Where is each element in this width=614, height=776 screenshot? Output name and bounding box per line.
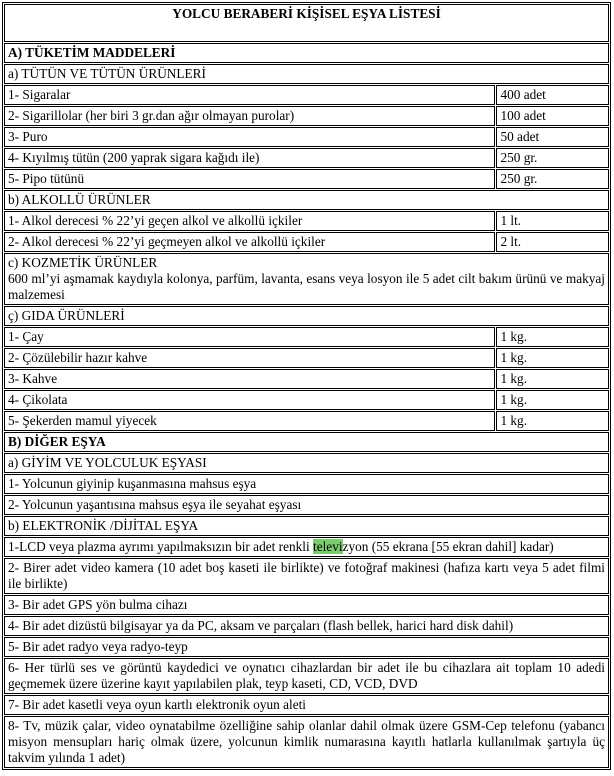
subsection-tobacco-heading: a) TÜTÜN VE TÜTÜN ÜRÜNLERİ [4,64,609,84]
subsection-cosmetics-heading: c) KOZMETİK ÜRÜNLER [8,255,158,270]
item-limit: 250 gr. [496,169,609,189]
item-label: 2- Sigarillolar (her biri 3 gr.dan ağır olmayan purolar) [4,106,495,126]
table-row [4,148,609,168]
table-row [4,616,609,636]
item-label: 1- Yolcunun giyinip kuşanmasına mahsus eşya [4,474,609,494]
personal-items-table [2,2,611,770]
table-row [4,348,609,368]
item-limit: 400 adet [496,85,609,105]
item-limit: 250 gr. [496,148,609,168]
item-label: 5- Bir adet radyo veya radyo-teyp [4,637,609,657]
table-row [4,695,609,715]
item-limit: 1 kg. [496,327,609,347]
table-row [4,127,609,147]
item-label: 5- Şekerden mamul yiyecek [4,411,495,431]
table-row [4,369,609,389]
search-highlight: televi [313,539,343,554]
table-row [4,390,609,410]
item-label: 3- Kahve [4,369,495,389]
table-row [4,169,609,189]
table-row [4,85,609,105]
item-limit: 1 kg. [496,390,609,410]
item-label: 2- Çözülebilir hazır kahve [4,348,495,368]
section-a-row [4,43,609,63]
item-label: 4- Bir adet dizüstü bilgisayar ya da PC, aksam ve parçaları (flash bellek, harici hard disk dahil) [4,616,609,636]
item-label: 2- Yolcunun yaşantısına mahsus eşya ile seyahat eşyası [4,495,609,515]
item-label: 3- Puro [4,127,495,147]
tv-item-text-pre: 1-LCD veya plazma ayrımı yapılmaksızın bir adet renkli [8,539,313,554]
item-label: 4- Çikolata [4,390,495,410]
subsection-cosmetics-row [4,253,609,305]
item-limit: 1 kg. [496,369,609,389]
section-a-heading: A) TÜKETİM MADDELERİ [4,43,609,63]
table-row [4,411,609,431]
table-row [4,637,609,657]
subsection-cosmetics-cell [4,253,609,305]
page-title: YOLCU BERABERİ KİŞİSEL EŞYA LİSTESİ [4,4,609,42]
subsection-electronics-heading: b) ELEKTRONİK /DİJİTAL EŞYA [4,516,609,536]
subsection-alcohol-heading: b) ALKOLLÜ ÜRÜNLER [4,190,609,210]
subsection-clothing-heading: a) GİYİM VE YOLCULUK EŞYASI [4,453,609,473]
item-limit: 50 adet [496,127,609,147]
item-limit: 2 lt. [496,232,609,252]
subsection-food-heading: ç) GIDA ÜRÜNLERİ [4,306,609,326]
table-row [4,211,609,231]
subsection-clothing-row [4,453,609,473]
item-label-tv [4,537,609,557]
item-limit: 1 kg. [496,411,609,431]
table-row [4,106,609,126]
item-limit: 100 adet [496,106,609,126]
table-row [4,595,609,615]
item-label: 6- Her türlü ses ve görüntü kaydedici ve oynatıcı cihazlardan bir adet ile bu cihazlara ait toplam 10 adedi geçmemek üzere üzerine kayıt yapılabilen plak, teyp kaseti, CD, VCD, DVD [4,658,609,694]
item-label: 4- Kıyılmış tütün (200 yaprak sigara kağıdı ile) [4,148,495,168]
subsection-food-row [4,306,609,326]
table-row [4,495,609,515]
table-row [4,558,609,594]
table-row [4,716,609,768]
cosmetics-description: 600 ml’yi aşmamak kaydıyla kolonya, parfüm, lavanta, esans veya losyon ile 5 adet cilt bakım ürünü ve makyaj malzemesi [8,271,605,302]
item-label: 1- Sigaralar [4,85,495,105]
table-row [4,232,609,252]
subsection-electronics-row [4,516,609,536]
item-label: 8- Tv, müzik çalar, video oynatabilme özelliğine sahip olanlar dahil olmak üzere GSM-Cep telefonu (yabancı misyon mensupları hariç olmak üzere, yolcunun kimlik numarasına kayıtlı hatlarla kullanılmak şartıyla üç takvim yılında 1 adet) [4,716,609,768]
table-row [4,658,609,694]
section-b-heading: B) DİĞER EŞYA [4,432,609,452]
item-label: 2- Alkol derecesi % 22’yi geçmeyen alkol ve alkollü içkiler [4,232,495,252]
tv-item-text-post: zyon (55 ekrana [55 ekran dahil] kadar) [342,539,554,554]
item-limit: 1 kg. [496,348,609,368]
item-limit: 1 lt. [496,211,609,231]
table-row [4,474,609,494]
item-label: 1- Çay [4,327,495,347]
item-label: 2- Birer adet video kamera (10 adet boş kaseti ile birlikte) ve fotoğraf makinesi (hafıza kartı veya 5 adet filmi ile birlikte) [4,558,609,594]
title-row [4,4,609,42]
item-label: 5- Pipo tütünü [4,169,495,189]
item-label: 1- Alkol derecesi % 22’yi geçen alkol ve alkollü içkiler [4,211,495,231]
section-b-row [4,432,609,452]
table-row [4,327,609,347]
subsection-alcohol-row [4,190,609,210]
item-label: 7- Bir adet kasetli veya oyun kartlı elektronik oyun aleti [4,695,609,715]
table-row [4,537,609,557]
item-label: 3- Bir adet GPS yön bulma cihazı [4,595,609,615]
subsection-tobacco-row [4,64,609,84]
